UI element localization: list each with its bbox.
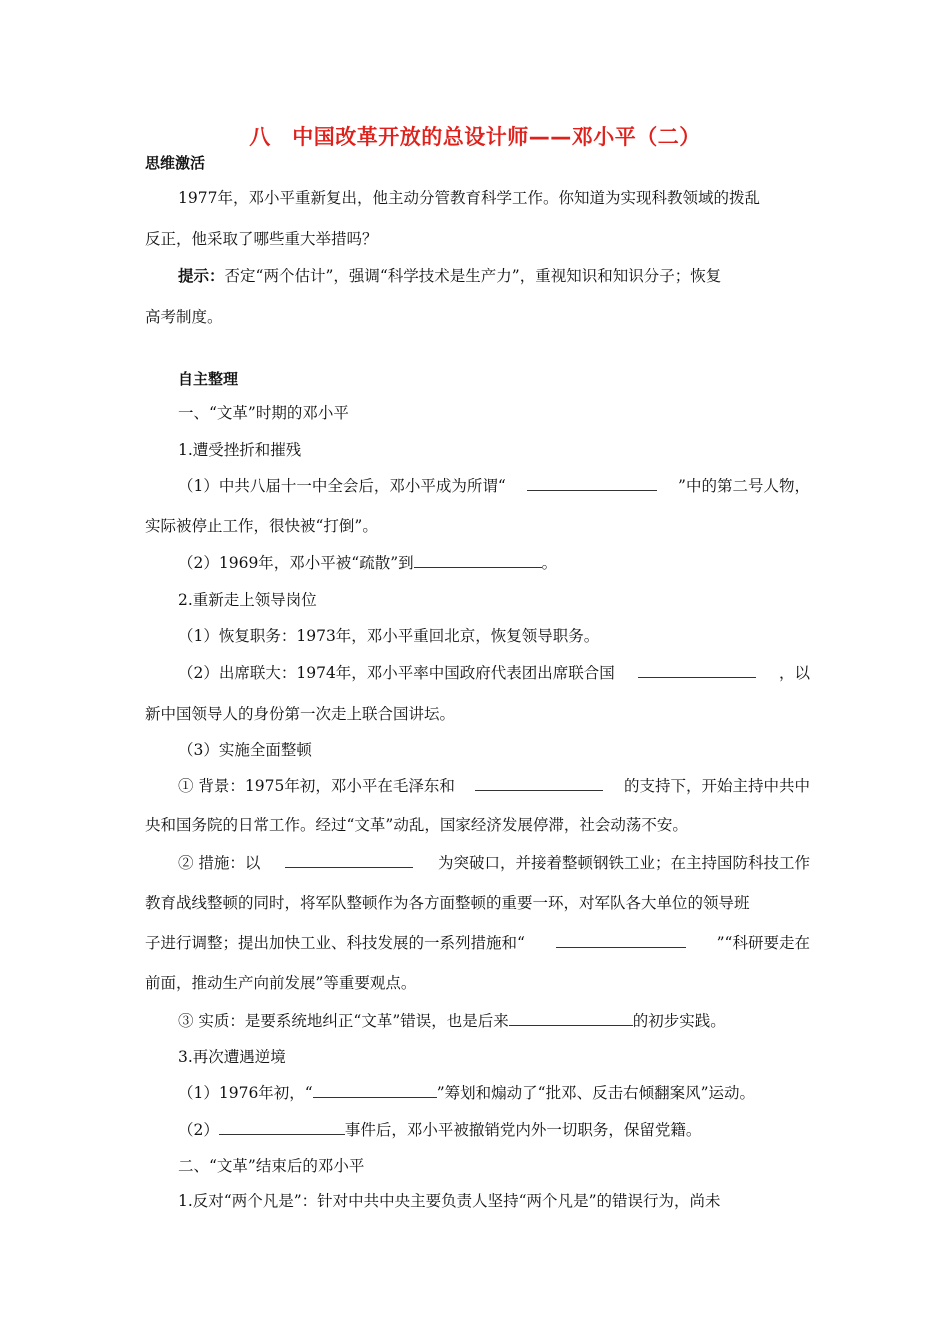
item4-line1: 1.反对“两个凡是”：针对中共中央主要负责人坚持“两个凡是”的错误行为，尚未 (178, 1192, 721, 1210)
item3-2-line (178, 1119, 843, 1141)
measures-text-e: ”“科研要走在 (716, 934, 810, 952)
section-heading-organize: 自主整理 (178, 370, 239, 388)
fill-blank-7[interactable] (509, 1010, 633, 1026)
item1-2-text-a: （2）1969年，邓小平被“疏散”到 (178, 554, 414, 572)
fill-blank-8[interactable] (313, 1082, 437, 1098)
background-line2: 央和国务院的日常工作。经过“文革”动乱，国家经济发展停滞，社会动荡不安。 (145, 816, 688, 834)
part2-title: 二、“文革”结束后的邓小平 (178, 1157, 365, 1175)
fill-blank-3[interactable] (638, 662, 756, 678)
measures-line2: 教育战线整顿的同时，将军队整顿作为各方面整顿的重要一环，对军队各大单位的领导班 (145, 894, 750, 912)
item1-1-text-b: ”中的第二号人物， (678, 477, 810, 495)
item2-3-title: （3）实施全面整顿 (178, 741, 312, 759)
item3-2-text-a: （2） (178, 1121, 219, 1139)
fill-blank-2[interactable] (414, 552, 542, 568)
item2-2-line1 (178, 662, 810, 684)
essence-text-a: ③ 实质：是要系统地纠正“文革”错误，也是后来 (178, 1012, 509, 1030)
background-line1 (178, 775, 810, 797)
part1-title: 一、“文革”时期的邓小平 (178, 404, 349, 422)
item3-2-text-b: 事件后，邓小平被撤销党内外一切职务，保留党籍。 (344, 1121, 702, 1139)
item3-title: 3.再次遭遇逆境 (178, 1048, 286, 1066)
hint-line2: 高考制度。 (145, 308, 223, 326)
item2-2-text-a: （2）出席联大：1974年，邓小平率中国政府代表团出席联合国 (178, 664, 615, 682)
item1-title: 1.遭受挫折和摧残 (178, 441, 302, 459)
fill-blank-1[interactable] (527, 475, 657, 491)
essence-line (178, 1010, 843, 1032)
background-text-a: ① 背景：1975年初，邓小平在毛泽东和 (178, 777, 455, 795)
fill-blank-9[interactable] (219, 1119, 345, 1135)
background-text-b: 的支持下，开始主持中共中 (623, 777, 810, 795)
measures-line4: 前面，推动生产向前发展”等重要观点。 (145, 974, 417, 992)
measures-line1 (178, 852, 810, 874)
paragraph-intro-line2: 反正，他采取了哪些重大举措吗？ (145, 230, 378, 248)
hint-label: 提示： (178, 267, 225, 285)
item2-1-line: （1）恢复职务：1973年，邓小平重回北京，恢复领导职务。 (178, 627, 600, 645)
item1-2-text-b: 。 (541, 554, 558, 572)
item3-1-text-a: （1）1976年初，“ (178, 1084, 313, 1102)
item2-2-text-b: ，以 (778, 664, 810, 682)
measures-line3 (145, 932, 810, 954)
item1-1-line1 (178, 475, 810, 497)
item3-1-line (178, 1082, 843, 1104)
fill-blank-5[interactable] (285, 852, 413, 868)
measures-text-a: ② 措施：以 (178, 854, 261, 872)
fill-blank-6[interactable] (556, 932, 686, 948)
item1-1-line2: 实际被停止工作，很快被“打倒”。 (145, 517, 378, 535)
essence-text-b: 的初步实践。 (632, 1012, 726, 1030)
item1-2-line (178, 552, 843, 574)
hint-text: 否定“两个估计”，强调“科学技术是生产力”，重视知识和知识分子；恢复 (224, 267, 722, 285)
paragraph-intro-line1: 1977年，邓小平重新复出，他主动分管教育科学工作。你知道为实现科教领域的拨乱 (178, 189, 760, 207)
document-title: 八 中国改革开放的总设计师——邓小平（二） (249, 125, 701, 149)
item3-1-text-b: ”筹划和煽动了“批邓、反击右倾翻案风”运动。 (436, 1084, 756, 1102)
measures-text-d: 子进行调整；提出加快工业、科技发展的一系列措施和“ (145, 934, 525, 952)
item2-title: 2.重新走上领导岗位 (178, 591, 317, 609)
measures-text-b: 为突破口，并接着整顿钢铁工业；在主持国防科技工作 (437, 854, 810, 872)
hint-line1 (178, 265, 810, 287)
item2-2-line2: 新中国领导人的身份第一次走上联合国讲坛。 (145, 705, 456, 723)
section-heading-thinking: 思维激活 (145, 154, 206, 172)
fill-blank-4[interactable] (475, 775, 603, 791)
item1-1-text-a: （1）中共八届十一中全会后，邓小平成为所谓“ (178, 477, 506, 495)
